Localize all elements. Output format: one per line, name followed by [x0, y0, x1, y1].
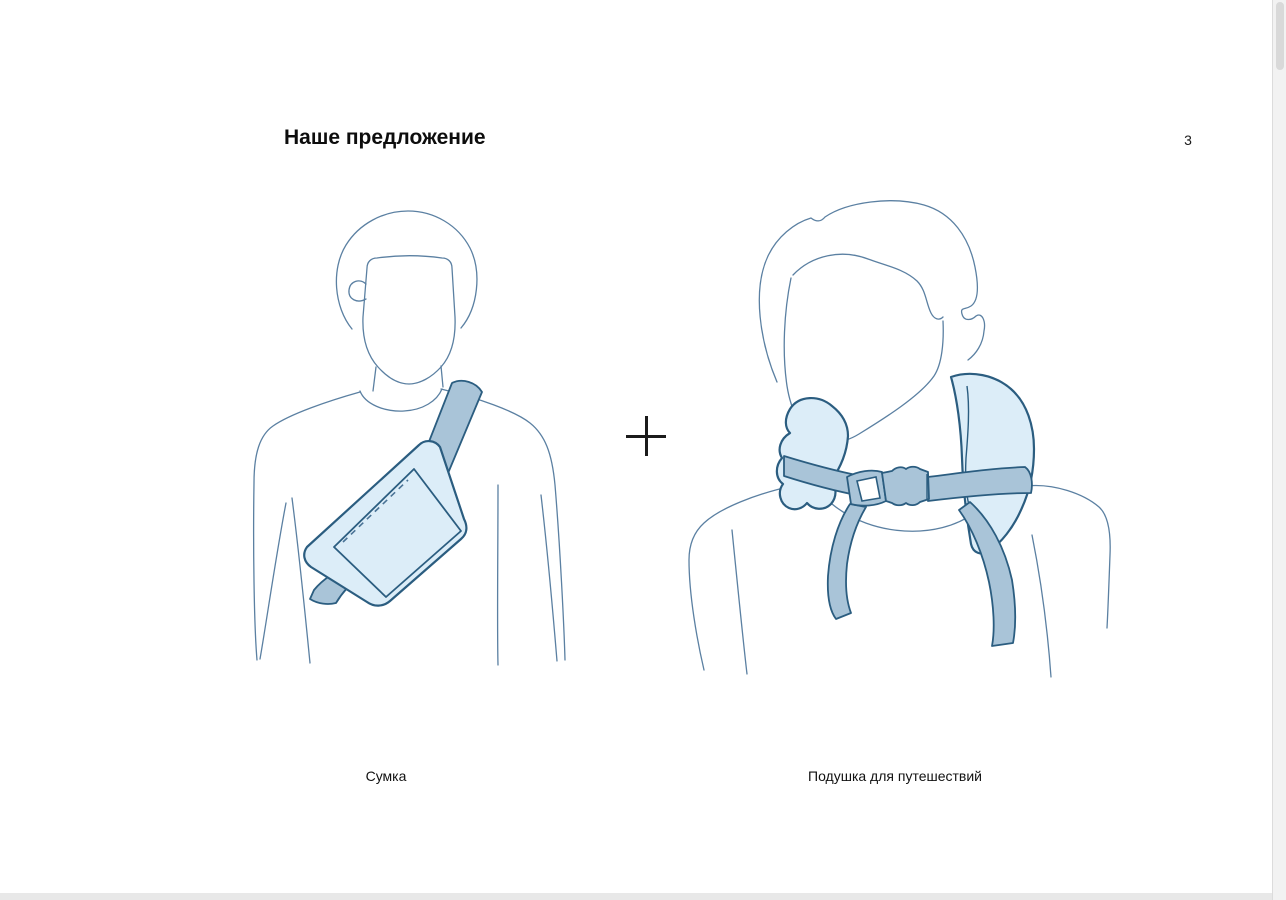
travel-pillow-illustration	[680, 190, 1120, 680]
person-outline	[689, 201, 1110, 677]
crossbody-bag-illustration	[230, 195, 580, 675]
slide-title: Наше предложение	[284, 126, 486, 149]
pillow-right-lobe	[951, 374, 1034, 554]
viewer-bottom-edge	[0, 893, 1272, 900]
page-number: 3	[1184, 132, 1192, 148]
buckle-window	[857, 477, 880, 501]
vertical-scrollbar-track[interactable]	[1272, 0, 1286, 900]
buckle-clip	[882, 467, 929, 506]
caption-travel-pillow: Подушка для путешествий	[808, 768, 982, 784]
vertical-scrollbar-thumb[interactable]	[1276, 2, 1284, 70]
person-outline	[254, 211, 565, 665]
caption-bag: Сумка	[365, 768, 407, 784]
plus-icon	[626, 416, 666, 456]
pillow-left-lobe	[777, 398, 848, 509]
